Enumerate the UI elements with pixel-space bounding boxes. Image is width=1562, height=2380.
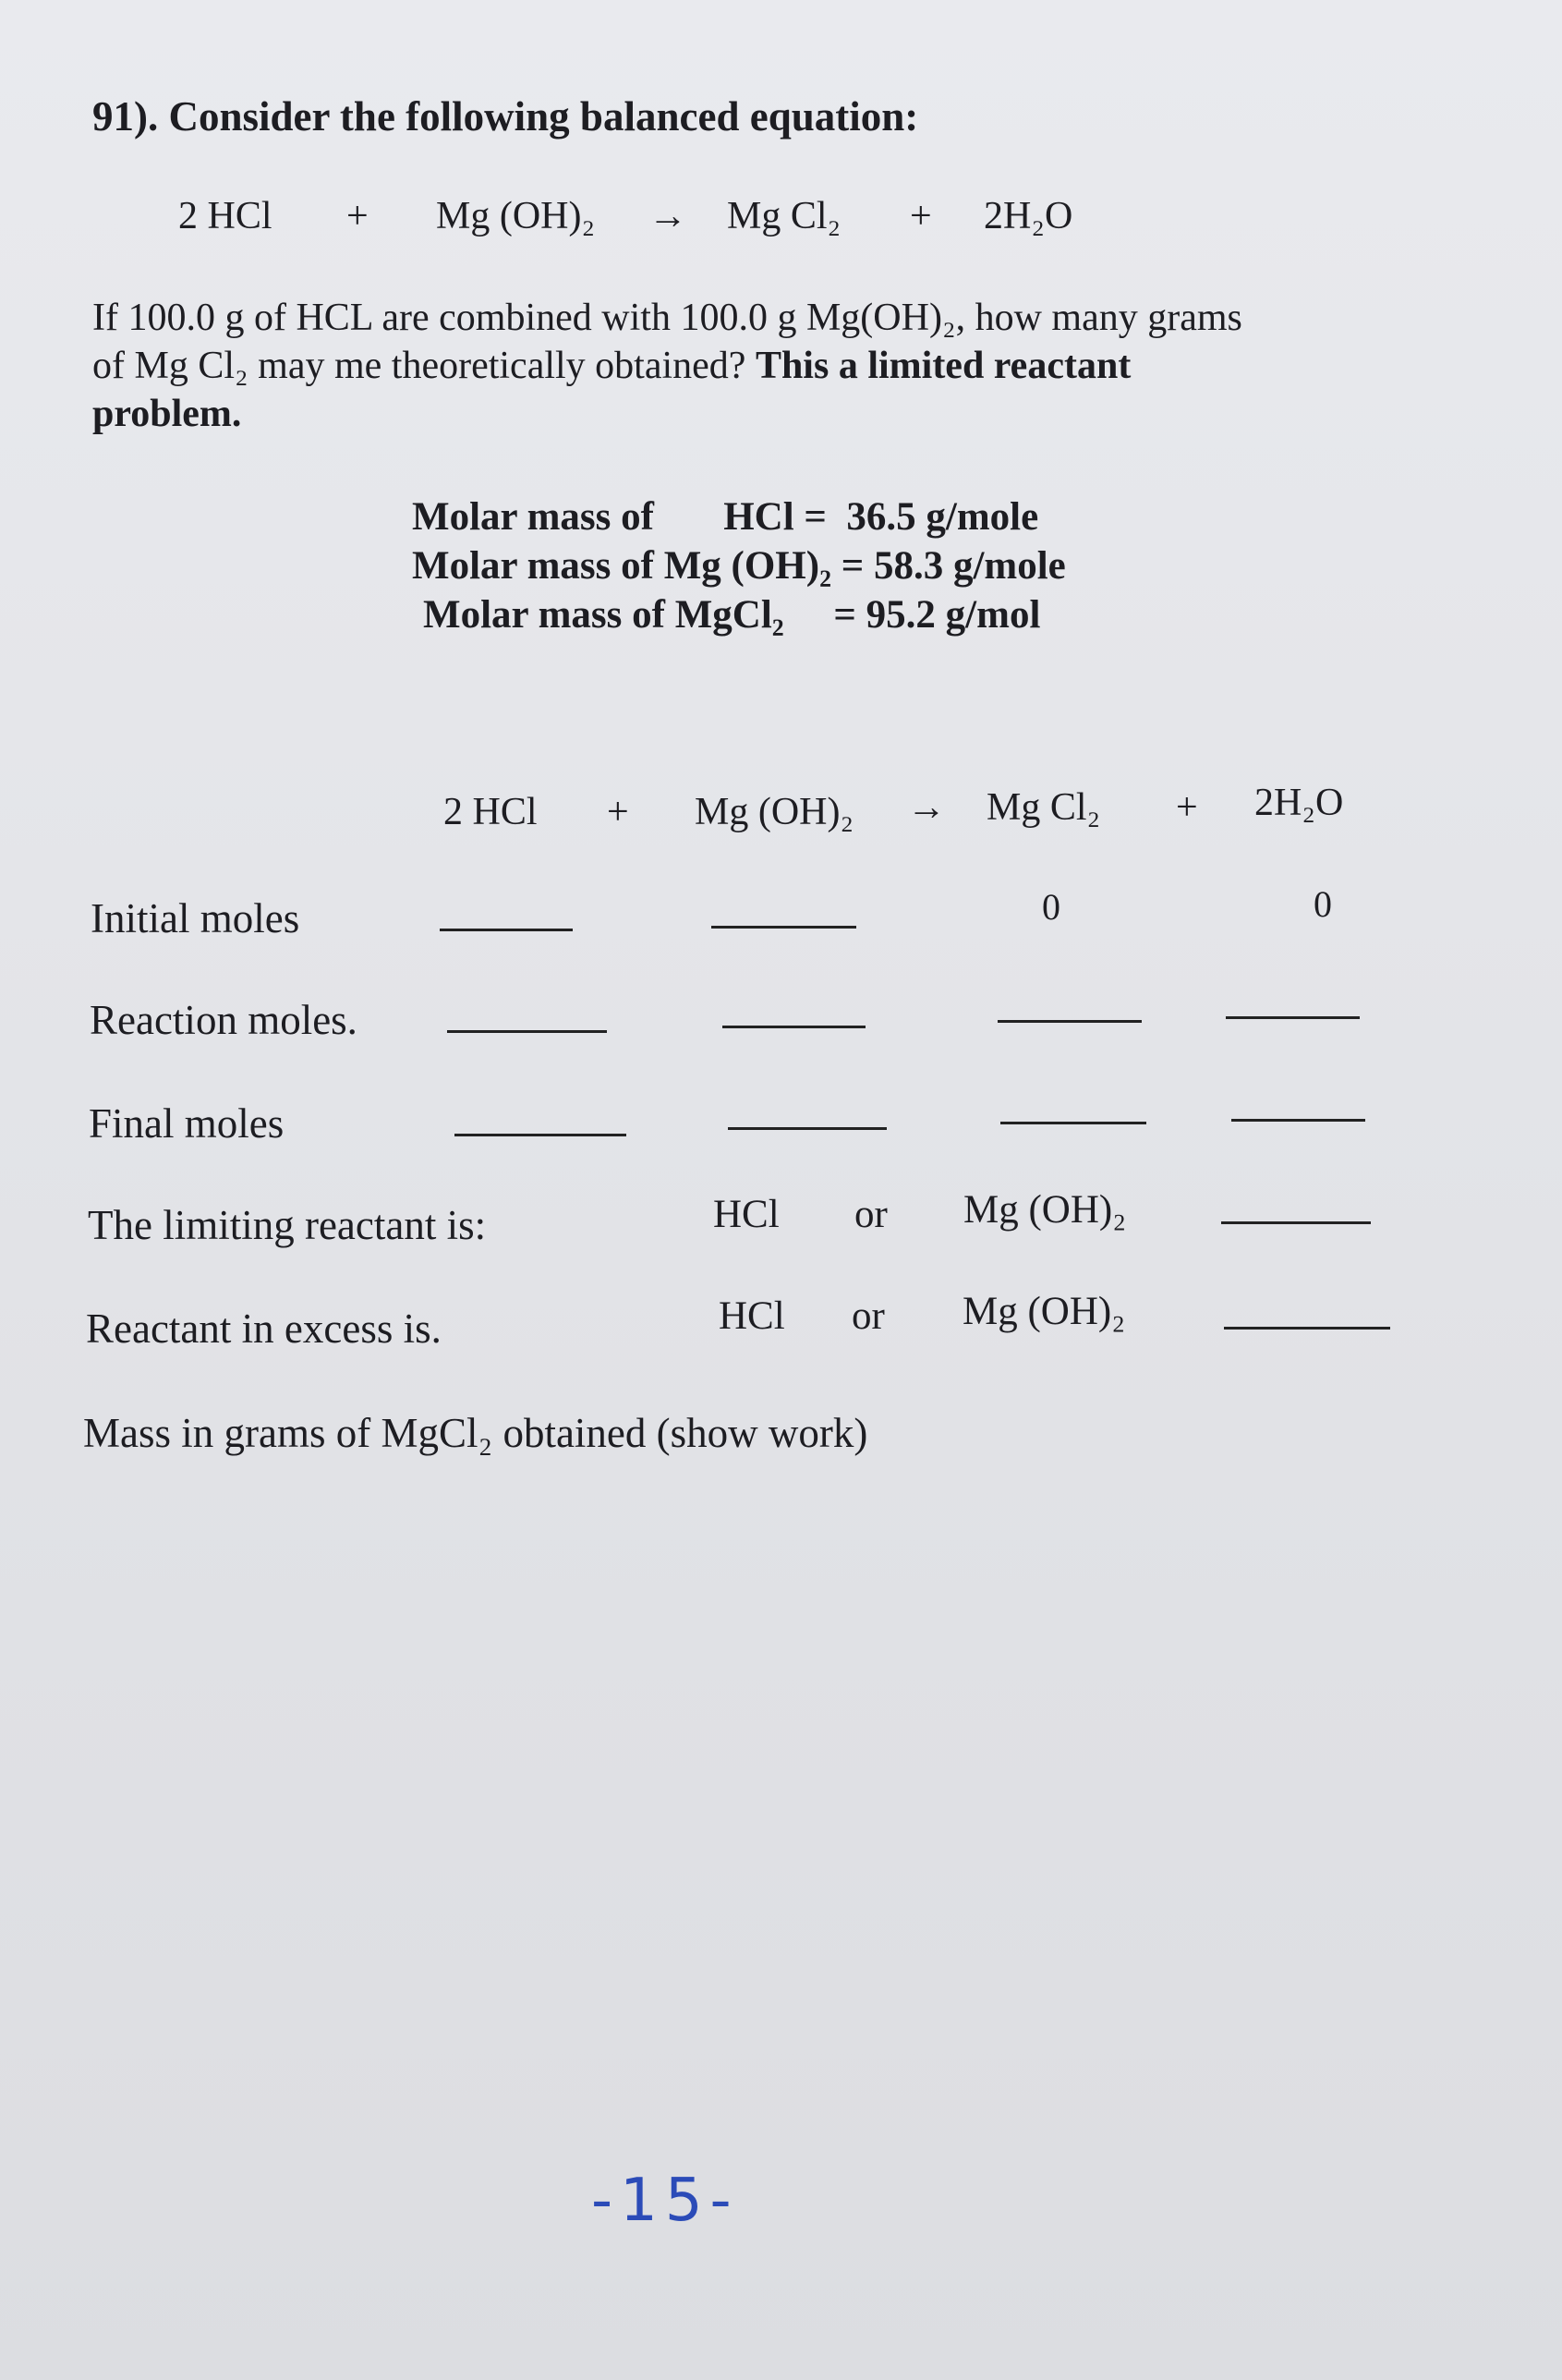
limiting-option-mgoh2[interactable]: Mg (OH)₂	[963, 1188, 1127, 1232]
table-equation-product-mgcl2: Mg Cl₂	[987, 786, 1101, 829]
excess-option-or: or	[852, 1294, 885, 1338]
blank-final-hcl[interactable]	[454, 1134, 626, 1136]
equation-product-mgcl2: Mg Cl₂	[727, 195, 842, 237]
limiting-option-hcl[interactable]: HCl	[713, 1193, 780, 1236]
excess-option-hcl[interactable]: HCl	[719, 1294, 785, 1338]
molar-mass-mgoh2: Molar mass of Mg (OH)₂ = 58.3 g/mole	[412, 544, 1066, 588]
table-equation-plus-2: +	[1176, 786, 1198, 829]
row-label-initial-moles: Initial moles	[91, 895, 300, 941]
problem-text-line-2-bold: This a limited reactant	[755, 345, 1132, 387]
page-number: -15-	[591, 2167, 739, 2235]
row-label-final-moles: Final moles	[89, 1100, 285, 1147]
excess-reactant-label: Reactant in excess is.	[86, 1305, 442, 1352]
limiting-option-or: or	[854, 1193, 888, 1236]
initial-water-value: 0	[1314, 883, 1332, 925]
equation-plus-2: +	[910, 195, 932, 237]
molar-mass-hcl: Molar mass of HCl = 36.5 g/mole	[412, 495, 1039, 539]
table-equation-reactant-mgoh2: Mg (OH)₂	[695, 791, 854, 833]
equation-reactant-mgoh2: Mg (OH)₂	[436, 195, 596, 237]
table-equation-plus-1: +	[607, 791, 629, 833]
problem-text-line-3: problem.	[92, 393, 242, 435]
limiting-reactant-label: The limiting reactant is:	[88, 1202, 487, 1248]
molar-mass-mgcl2: Molar mass of MgCl₂ = 95.2 g/mol	[423, 593, 1041, 637]
blank-initial-mgoh2[interactable]	[711, 926, 856, 929]
blank-final-mgoh2[interactable]	[728, 1127, 887, 1130]
blank-reaction-mgcl2[interactable]	[998, 1020, 1142, 1023]
blank-reaction-hcl[interactable]	[447, 1030, 607, 1033]
table-equation-reactant-hcl: 2 HCl	[443, 791, 538, 833]
mass-question-label: Mass in grams of MgCl₂ obtained (show work)	[83, 1410, 868, 1456]
blank-excess-reactant[interactable]	[1224, 1327, 1390, 1330]
problem-text-line-1: If 100.0 g of HCL are combined with 100.0 g Mg(OH)₂, how many grams	[92, 297, 1242, 339]
excess-option-mgoh2[interactable]: Mg (OH)₂	[963, 1290, 1126, 1333]
problem-statement	[92, 294, 1404, 438]
problem-title: 91). Consider the following balanced equation:	[92, 93, 919, 140]
equation-plus-1: +	[346, 195, 369, 237]
blank-initial-hcl[interactable]	[440, 929, 573, 931]
blank-final-water[interactable]	[1231, 1119, 1365, 1122]
problem-text-line-2-normal: of Mg Cl₂ may me theoretically obtained?	[92, 345, 746, 387]
equation-arrow: →	[648, 195, 687, 237]
equation-product-water: 2H₂O	[984, 195, 1073, 237]
blank-limiting-reactant[interactable]	[1221, 1221, 1371, 1224]
table-equation-arrow: →	[907, 786, 946, 829]
row-label-reaction-moles: Reaction moles.	[90, 997, 357, 1043]
table-equation-product-water: 2H₂O	[1254, 782, 1344, 824]
equation-reactant-hcl: 2 HCl	[178, 195, 272, 237]
bleed-through-text	[277, 1571, 285, 1609]
problem-text-line-2	[92, 342, 1404, 390]
initial-mgcl2-value: 0	[1042, 886, 1060, 928]
blank-final-mgcl2[interactable]	[1000, 1122, 1146, 1124]
blank-reaction-mgoh2[interactable]	[722, 1026, 866, 1028]
blank-reaction-water[interactable]	[1226, 1016, 1360, 1019]
